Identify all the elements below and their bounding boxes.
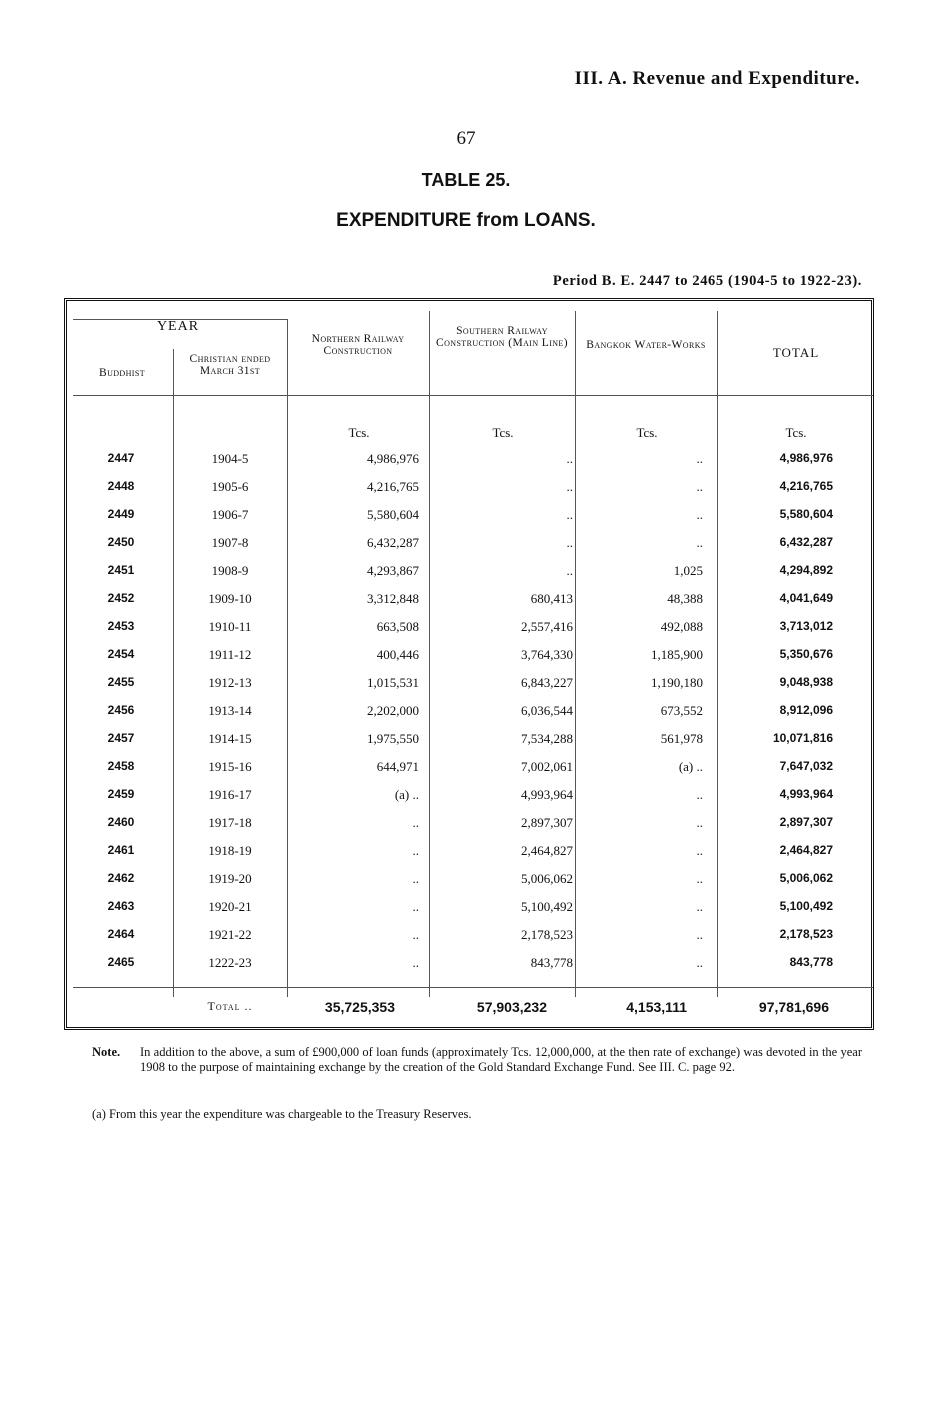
- cell-bangkok: 673,552: [660, 703, 703, 718]
- table-row: [67, 871, 877, 899]
- cell-bangkok: 492,088: [660, 619, 703, 634]
- bangkok-unit: Tcs.: [636, 425, 658, 440]
- table-row: [67, 535, 877, 563]
- footnote: (a) From this year the expenditure was chargeable to the Treasury Reserves.: [92, 1107, 472, 1121]
- cell-buddhist: 2449: [107, 507, 135, 521]
- cell-bangkok: ..: [696, 871, 703, 886]
- northern-unit: Tcs.: [348, 425, 370, 440]
- cell-southern: 2,178,523: [521, 927, 573, 942]
- cell-total: 4,041,649: [779, 591, 833, 605]
- cell-bangkok: ..: [696, 899, 703, 914]
- cell-christian: 1920-21: [208, 899, 252, 914]
- cell-bangkok: 561,978: [660, 731, 703, 746]
- cell-christian: 1906-7: [211, 507, 249, 522]
- cell-buddhist: 2465: [107, 955, 135, 969]
- cell-total: 9,048,938: [779, 675, 833, 689]
- cell-christian: 1907-8: [211, 535, 249, 550]
- cell-northern: 4,216,765: [367, 479, 419, 494]
- cell-buddhist: 2448: [107, 479, 135, 493]
- cell-bangkok: 1,190,180: [651, 675, 703, 690]
- cell-bangkok: ..: [696, 451, 703, 466]
- table-row: [67, 563, 877, 591]
- cell-northern: 4,986,976: [367, 451, 419, 466]
- cell-buddhist: 2463: [107, 899, 135, 913]
- cell-southern: 4,993,964: [521, 787, 573, 802]
- table-row: [67, 675, 877, 703]
- cell-christian: 1916-17: [208, 787, 252, 802]
- cell-total: 7,647,032: [779, 759, 833, 773]
- cell-total: 4,986,976: [779, 451, 833, 465]
- totals-row: [67, 999, 877, 1023]
- cell-christian: 1909-10: [208, 591, 252, 606]
- table-row: [67, 731, 877, 759]
- table-row: [67, 899, 877, 927]
- cell-total: 5,100,492: [779, 899, 833, 913]
- cell-total: 2,178,523: [779, 927, 833, 941]
- total-unit: Tcs.: [785, 425, 807, 440]
- christian-header: Christian ended March 31st: [189, 353, 271, 377]
- header-rule: [73, 395, 873, 396]
- cell-buddhist: 2454: [107, 647, 135, 661]
- cell-southern: 6,843,227: [521, 675, 573, 690]
- cell-southern: ..: [566, 507, 573, 522]
- northern-header: Northern Railway Construction: [311, 333, 405, 357]
- cell-christian: 1914-15: [208, 731, 252, 746]
- cell-buddhist: 2464: [107, 927, 135, 941]
- cell-southern: 2,897,307: [521, 815, 573, 830]
- table-row: [67, 955, 877, 983]
- cell-total: 2,897,307: [779, 815, 833, 829]
- total-southern: 57,903,232: [476, 999, 547, 1015]
- cell-christian: 1921-22: [208, 927, 252, 942]
- cell-buddhist: 2456: [107, 703, 135, 717]
- cell-northern: 6,432,287: [367, 535, 419, 550]
- cell-southern: ..: [566, 479, 573, 494]
- cell-bangkok: 1,185,900: [651, 647, 703, 662]
- cell-christian: 1917-18: [208, 815, 252, 830]
- cell-northern: ..: [412, 871, 419, 886]
- cell-buddhist: 2452: [107, 591, 135, 605]
- cell-christian: 1910-11: [208, 619, 252, 634]
- table-row: [67, 619, 877, 647]
- cell-northern: ..: [412, 899, 419, 914]
- cell-northern: 644,971: [376, 759, 419, 774]
- cell-bangkok: ..: [696, 787, 703, 802]
- cell-southern: 680,413: [530, 591, 573, 606]
- cell-christian: 1905-6: [211, 479, 249, 494]
- cell-total: 2,464,827: [779, 843, 833, 857]
- cell-total: 8,912,096: [779, 703, 833, 717]
- table-row: [67, 591, 877, 619]
- table-row: [67, 507, 877, 535]
- cell-buddhist: 2455: [107, 675, 135, 689]
- note-text: In addition to the above, a sum of £900,000 of loan funds (approximately Tcs. 12,000,000, at the then rate of exchange) was devoted in the year 1908 to the purpose of maintaining exchange by the creation of the Gold Standard Exchange Fund. See III. C. page 92.: [140, 1045, 862, 1074]
- cell-bangkok: (a) ..: [678, 759, 703, 774]
- table-row: [67, 787, 877, 815]
- cell-total: 4,294,892: [779, 563, 833, 577]
- bangkok-header: Bangkok Water-Works: [586, 339, 706, 351]
- cell-northern: 400,446: [376, 647, 419, 662]
- southern-unit: Tcs.: [492, 425, 514, 440]
- cell-northern: ..: [412, 927, 419, 942]
- total-northern: 35,725,353: [324, 999, 395, 1015]
- table-row: [67, 843, 877, 871]
- cell-christian: 1918-19: [208, 843, 252, 858]
- cell-buddhist: 2453: [107, 619, 135, 633]
- total-header: TOTAL: [772, 345, 820, 360]
- cell-total: 5,350,676: [779, 647, 833, 661]
- cell-southern: 2,464,827: [521, 843, 573, 858]
- table-row: [67, 703, 877, 731]
- cell-southern: ..: [566, 451, 573, 466]
- cell-christian: 1904-5: [211, 451, 249, 466]
- table-row: [67, 451, 877, 479]
- running-header: III. A. Revenue and Expenditure.: [574, 68, 860, 89]
- expenditure-table: [64, 298, 874, 1030]
- cell-bangkok: ..: [696, 507, 703, 522]
- table-row: [67, 815, 877, 843]
- cell-christian: 1222-23: [208, 955, 252, 970]
- cell-southern: 5,006,062: [521, 871, 573, 886]
- cell-southern: 6,036,544: [521, 703, 573, 718]
- cell-northern: 1,015,531: [367, 675, 419, 690]
- cell-northern: ..: [412, 843, 419, 858]
- cell-northern: 1,975,550: [367, 731, 419, 746]
- cell-christian: 1908-9: [211, 563, 249, 578]
- totals-rule: [73, 987, 873, 988]
- cell-buddhist: 2450: [107, 535, 135, 549]
- cell-southern: 7,534,288: [521, 731, 573, 746]
- cell-buddhist: 2447: [107, 451, 135, 465]
- cell-total: 5,580,604: [779, 507, 833, 521]
- cell-southern: 843,778: [530, 955, 573, 970]
- cell-buddhist: 2458: [107, 759, 135, 773]
- cell-bangkok: 48,388: [667, 591, 703, 606]
- page-number: 67: [456, 128, 476, 149]
- table-row: [67, 927, 877, 955]
- cell-buddhist: 2451: [107, 563, 135, 577]
- southern-header: Southern Railway Construction (Main Line): [436, 325, 568, 349]
- cell-total: 5,006,062: [779, 871, 833, 885]
- cell-bangkok: ..: [696, 955, 703, 970]
- note-label: Note.: [92, 1045, 121, 1059]
- cell-northern: 2,202,000: [367, 703, 419, 718]
- cell-bangkok: ..: [696, 815, 703, 830]
- cell-total: 843,778: [789, 955, 833, 969]
- cell-buddhist: 2459: [107, 787, 135, 801]
- cell-northern: 3,312,848: [367, 591, 419, 606]
- cell-bangkok: ..: [696, 843, 703, 858]
- cell-southern: ..: [566, 563, 573, 578]
- cell-buddhist: 2461: [107, 843, 135, 857]
- table-number: TABLE 25.: [421, 170, 511, 190]
- cell-christian: 1915-16: [208, 759, 252, 774]
- cell-northern: ..: [412, 815, 419, 830]
- cell-southern: 2,557,416: [521, 619, 573, 634]
- cell-total: 6,432,287: [779, 535, 833, 549]
- cell-christian: 1913-14: [208, 703, 252, 718]
- cell-buddhist: 2457: [107, 731, 135, 745]
- cell-northern: 663,508: [376, 619, 419, 634]
- cell-total: 4,993,964: [779, 787, 833, 801]
- table-row: [67, 479, 877, 507]
- cell-total: 3,713,012: [779, 619, 833, 633]
- table-title: EXPENDITURE from LOANS.: [336, 210, 596, 231]
- cell-christian: 1919-20: [208, 871, 252, 886]
- cell-christian: 1912-13: [208, 675, 252, 690]
- cell-southern: 5,100,492: [521, 899, 573, 914]
- cell-northern: 4,293,867: [367, 563, 419, 578]
- year-header: YEAR: [156, 319, 200, 334]
- table-row: [67, 759, 877, 787]
- cell-southern: 3,764,330: [521, 647, 573, 662]
- table-row: [67, 647, 877, 675]
- cell-buddhist: 2460: [107, 815, 135, 829]
- cell-southern: 7,002,061: [521, 759, 573, 774]
- cell-northern: 5,580,604: [367, 507, 419, 522]
- cell-southern: ..: [566, 535, 573, 550]
- buddhist-header: Buddhist: [99, 367, 145, 379]
- cell-bangkok: ..: [696, 535, 703, 550]
- cell-total: 4,216,765: [779, 479, 833, 493]
- cell-bangkok: ..: [696, 479, 703, 494]
- total-grand: 97,781,696: [758, 999, 829, 1015]
- cell-total: 10,071,816: [772, 731, 833, 745]
- cell-northern: ..: [412, 955, 419, 970]
- total-bangkok: 4,153,111: [626, 999, 687, 1015]
- cell-northern: (a) ..: [394, 787, 419, 802]
- period-caption: Period B. E. 2447 to 2465 (1904-5 to 1922-23).: [552, 273, 862, 289]
- cell-bangkok: ..: [696, 927, 703, 942]
- totals-label: Total ..: [207, 999, 253, 1013]
- cell-buddhist: 2462: [107, 871, 135, 885]
- cell-christian: 1911-12: [208, 647, 252, 662]
- cell-bangkok: 1,025: [673, 563, 703, 578]
